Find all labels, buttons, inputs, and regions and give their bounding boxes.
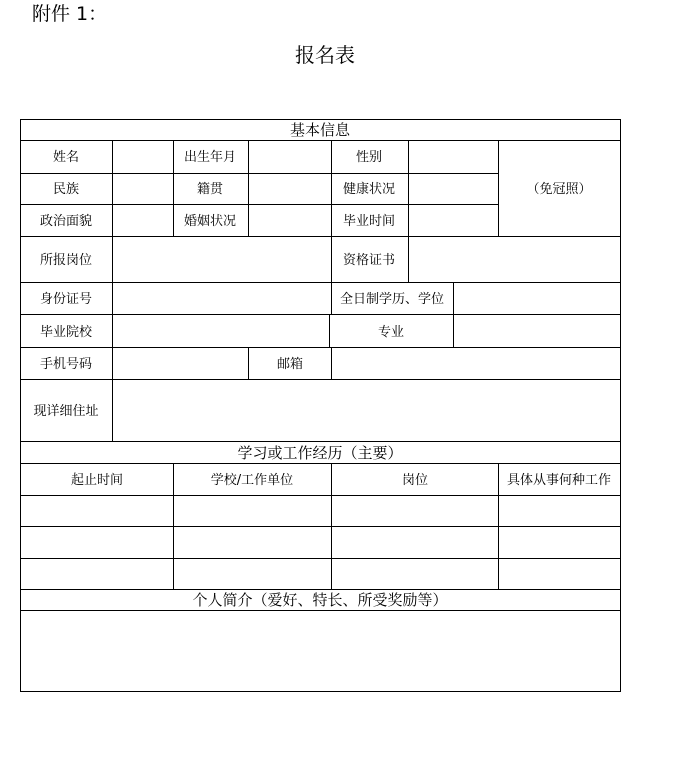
column-header-position: 岗位 [401,473,429,488]
label-health: 健康状况 [342,182,396,197]
photo-placeholder: （免冠照） [526,182,592,197]
label-address: 现详细住址 [33,404,99,419]
label-id-number: 身份证号 [39,292,93,307]
label-political: 政治面貌 [39,214,93,229]
attachment-label: 附件 1： [32,3,108,25]
label-marital: 婚姻状况 [183,214,237,229]
label-graduation-time: 毕业时间 [342,214,396,229]
form-title: 报名表 [295,43,355,67]
label-fulltime-education: 全日制学历、学位 [339,292,445,307]
label-major: 专业 [377,325,405,340]
label-native-place: 籍贯 [196,182,224,197]
column-header-organization: 学校/工作单位 [210,473,294,488]
label-phone: 手机号码 [39,357,93,372]
label-school: 毕业院校 [39,325,93,340]
section-experience: 学习或工作经历（主要） [237,444,403,462]
column-header-duties: 具体从事何种工作 [506,473,612,488]
label-ethnicity: 民族 [52,182,80,197]
label-birth: 出生年月 [183,150,237,165]
label-position-applied: 所报岗位 [39,253,93,268]
label-gender: 性别 [355,150,383,165]
section-profile: 个人简介（爱好、特长、所受奖励等） [192,591,448,609]
column-header-period: 起止时间 [70,473,124,488]
label-name: 姓名 [52,150,80,165]
label-email: 邮箱 [276,357,304,372]
section-basic-info: 基本信息 [289,121,351,139]
label-certificate: 资格证书 [342,253,396,268]
